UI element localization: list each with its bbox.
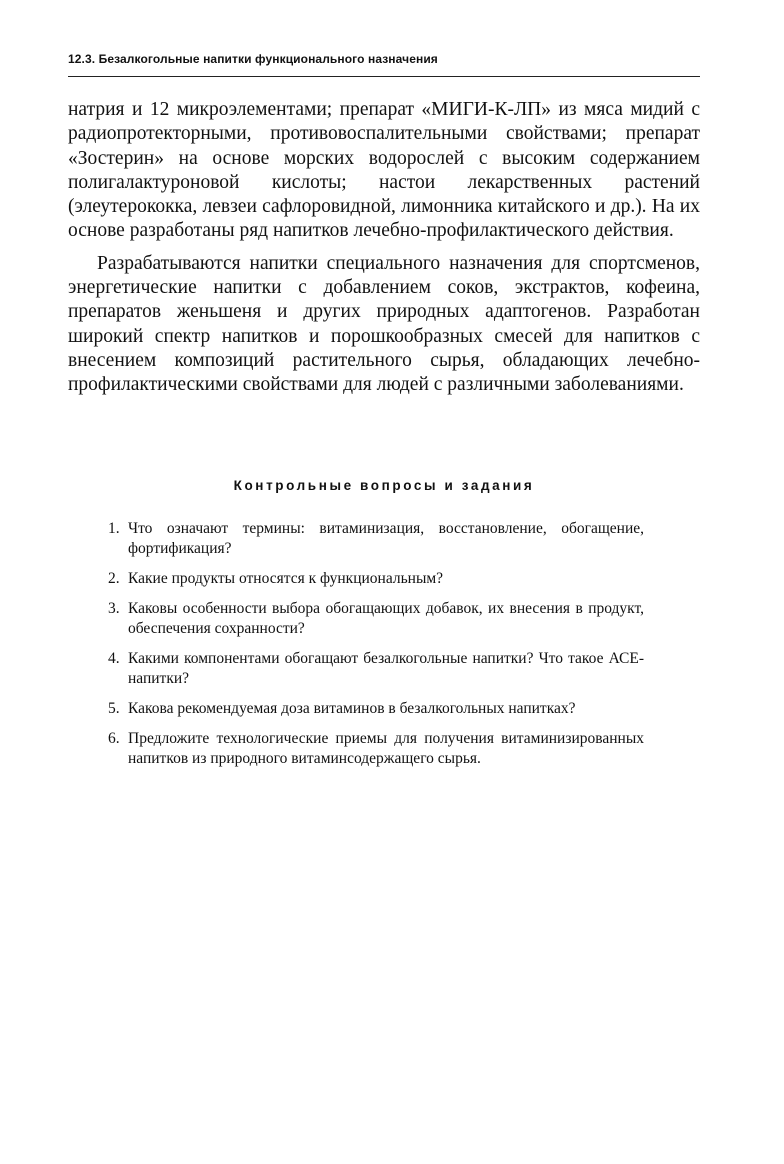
question-item bbox=[108, 519, 644, 559]
question-text: Предложите технологические приемы для получения витаминизированных напитков из природного витаминсодержащего сырья. bbox=[128, 730, 644, 767]
header-rule bbox=[68, 76, 700, 77]
running-header: 12.3. Безалкогольные напитки функционального назначения bbox=[68, 52, 438, 66]
question-number: 5. bbox=[108, 700, 120, 717]
question-number: 1. bbox=[108, 520, 120, 537]
question-number: 2. bbox=[108, 570, 120, 587]
paragraph-2: Разрабатываются напитки специального назначения для спортсменов, энергетические напитки с добавлением соков, экстрактов, кофеина, препаратов женьшеня и других природных адаптогенов. Разработан широкий спектр напитков и порошкообразных смесей для напитков с внесением композиций растительного сырья, обладающих лечебно-профилактическими свойствами для людей с различными заболеваниями. bbox=[68, 252, 700, 396]
question-item bbox=[108, 729, 644, 769]
questions-list bbox=[108, 519, 644, 779]
question-item bbox=[108, 699, 644, 719]
question-text: Какие продукты относятся к функциональным? bbox=[128, 570, 444, 587]
question-text: Что означают термины: витаминизация, восстановление, обогащение, фортификация? bbox=[128, 520, 644, 557]
question-item bbox=[108, 599, 644, 639]
paragraph-1: натрия и 12 микроэлементами; препарат «МИГИ-К-ЛП» из мяса мидий с радиопротекторными, противовоспалительными свойствами; препарат «Зостерин» на основе морских водорослей с высоким содержанием полигалактуроновой кислоты; настои лекарственных растений (элеутерококка, левзеи сафлоровидной, лимонника китайского и др.). На их основе разработаны ряд напитков лечебно-профилактического действия. bbox=[68, 99, 700, 242]
question-item bbox=[108, 569, 644, 589]
question-number: 6. bbox=[108, 730, 120, 747]
section-title: Контрольные вопросы и задания bbox=[233, 478, 535, 493]
question-item bbox=[108, 649, 644, 689]
question-text: Какова рекомендуемая доза витаминов в безалкогольных напитках? bbox=[128, 700, 576, 717]
question-text: Каковы особенности выбора обогащающих добавок, их внесения в продукт, обеспечения сохранности? bbox=[128, 600, 644, 637]
question-number: 3. bbox=[108, 600, 120, 617]
question-text: Какими компонентами обогащают безалкогольные напитки? Что такое АСЕ-напитки? bbox=[128, 650, 644, 687]
body-text bbox=[68, 98, 700, 398]
question-number: 4. bbox=[108, 650, 120, 667]
